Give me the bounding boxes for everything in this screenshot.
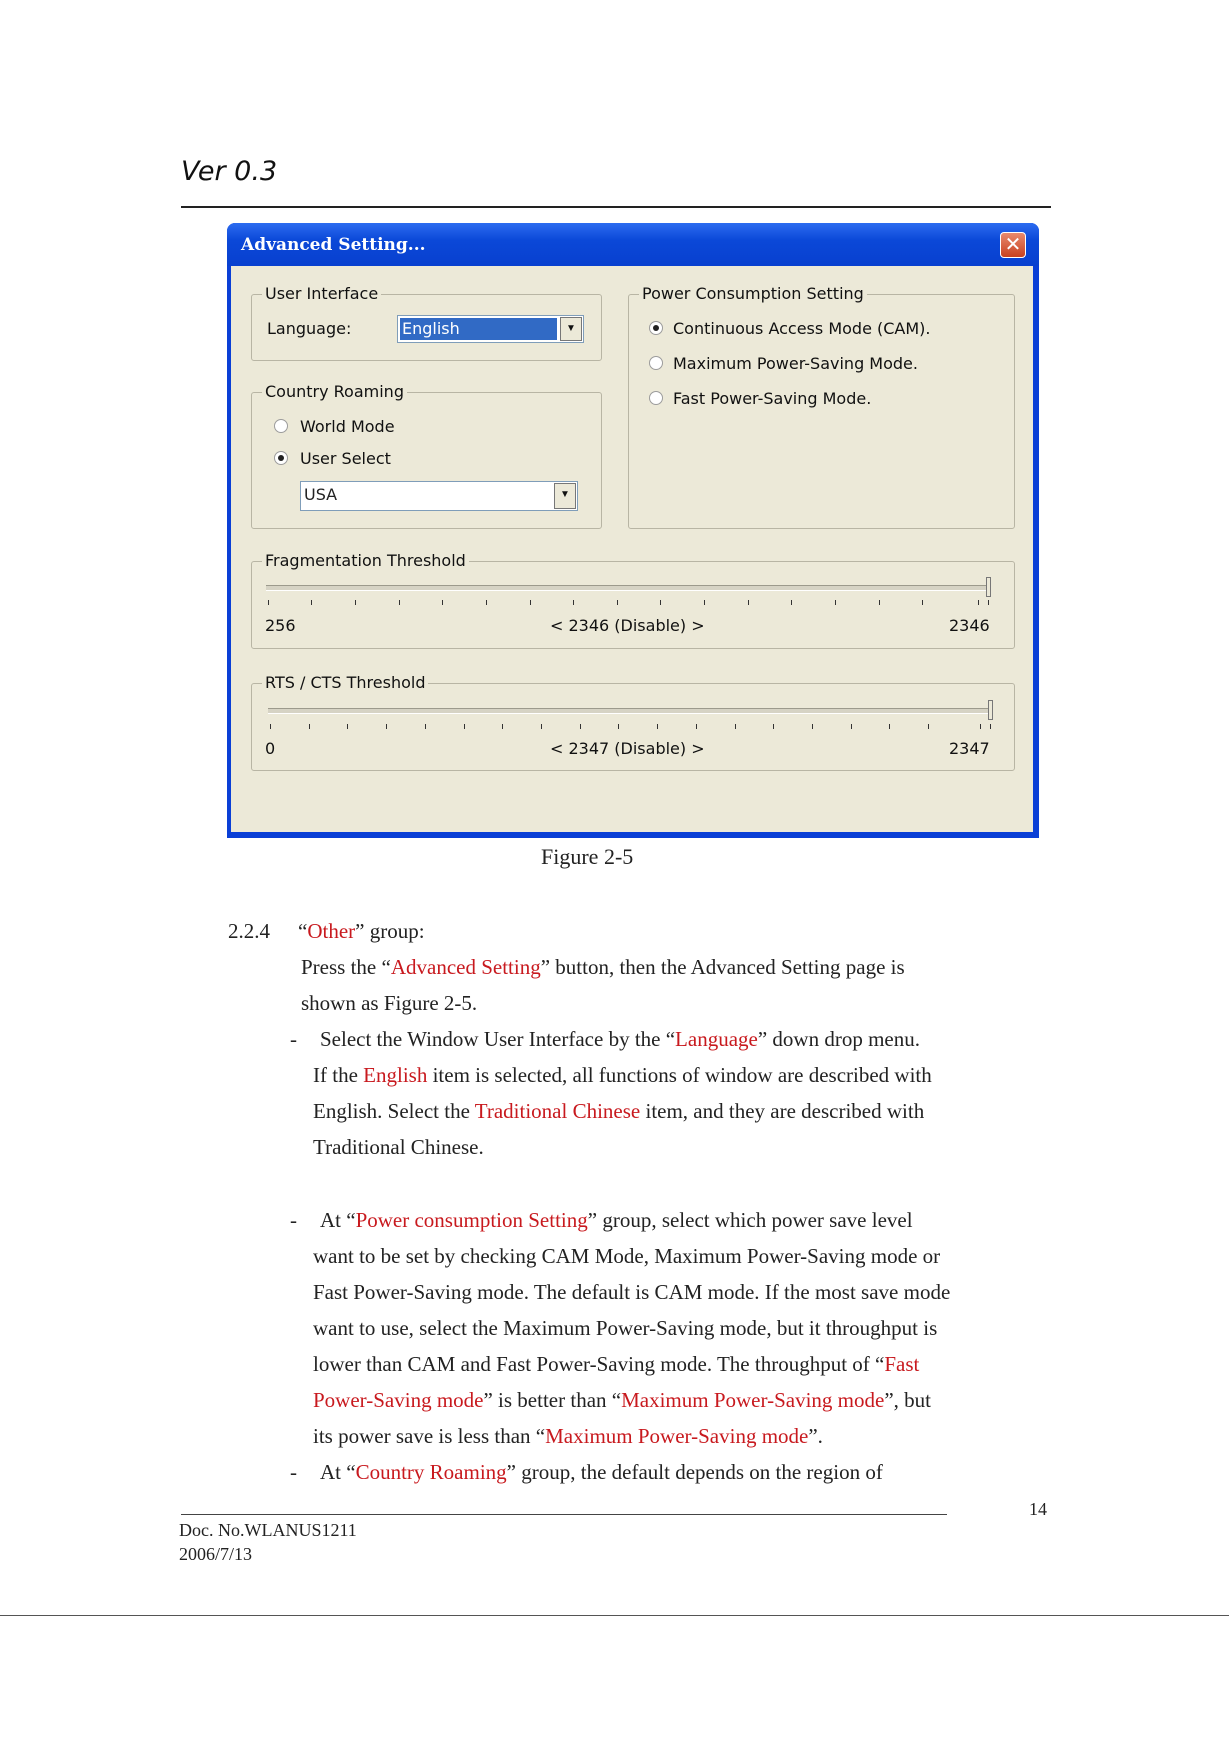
rts-min-label: 0 (265, 739, 276, 758)
rts-slider-thumb[interactable] (988, 700, 993, 720)
bullet-line: Traditional Chinese. (313, 1135, 484, 1159)
rts-slider-track[interactable] (268, 708, 992, 714)
document-date: 2006/7/13 (179, 1544, 253, 1564)
user-select-radio[interactable] (274, 451, 288, 465)
user-interface-legend: User Interface (262, 284, 381, 303)
world-mode-label: World Mode (300, 417, 395, 436)
country-selected-value: USA (304, 485, 338, 504)
bullet-line: At “Country Roaming” group, the default depends on the region of (320, 1460, 883, 1484)
fragmentation-slider-thumb[interactable] (986, 577, 991, 597)
close-button[interactable] (1000, 232, 1026, 258)
fragmentation-slider-track[interactable] (266, 585, 990, 591)
bullet-line: Fast Power-Saving mode. The default is CAM mode. If the most save mode (313, 1280, 951, 1304)
bullet-line: If the English item is selected, all functions of window are described with (313, 1063, 932, 1087)
fragmentation-max-label: 2346 (949, 616, 990, 635)
header-divider (181, 206, 1051, 208)
country-dropdown[interactable] (300, 481, 578, 511)
chevron-down-icon[interactable]: ▼ (560, 317, 582, 341)
world-mode-radio[interactable] (274, 419, 288, 433)
fragmentation-current-value: < 2346 (Disable) > (550, 616, 705, 635)
rts-cts-threshold-legend: RTS / CTS Threshold (262, 673, 428, 692)
bullet-line: Select the Window User Interface by the “Language” down drop menu. (320, 1027, 920, 1051)
dialog-titlebar[interactable] (227, 223, 1039, 266)
page-number: 14 (1029, 1499, 1047, 1519)
rts-max-label: 2347 (949, 739, 990, 758)
bullet-line: At “Power consumption Setting” group, select which power save level (320, 1208, 913, 1232)
max-power-saving-radio[interactable] (649, 356, 663, 370)
bullet-line: want to use, select the Maximum Power-Saving mode, but it throughput is (313, 1316, 938, 1340)
section-title-highlight: Other (307, 919, 356, 943)
cam-label: Continuous Access Mode (CAM). (673, 319, 931, 338)
document-number: Doc. No.WLANUS1211 (179, 1520, 357, 1540)
figure-caption: Figure 2-5 (541, 844, 634, 869)
user-select-label: User Select (300, 449, 391, 468)
cam-radio[interactable] (649, 321, 663, 335)
page-bottom-divider (0, 1615, 1229, 1616)
fast-power-saving-radio[interactable] (649, 391, 663, 405)
language-label: Language: (267, 319, 352, 338)
advanced-setting-dialog (227, 223, 1039, 838)
bullet-dash: - (290, 1027, 297, 1051)
fragmentation-threshold-group (251, 551, 1015, 649)
power-consumption-group (628, 284, 1015, 529)
dialog-title: Advanced Setting... (241, 235, 426, 255)
bullet-line: lower than CAM and Fast Power-Saving mode. The throughput of “Fast (313, 1352, 920, 1376)
paragraph-line: shown as Figure 2-5. (301, 991, 478, 1015)
user-interface-group (251, 284, 602, 361)
bullet-line: its power save is less than “Maximum Power-Saving mode”. (313, 1424, 823, 1448)
section-heading: 2.2.4 “Other” group: (228, 919, 425, 943)
fast-power-saving-label: Fast Power-Saving Mode. (673, 389, 872, 408)
fragmentation-min-label: 256 (265, 616, 296, 635)
bullet-dash: - (290, 1460, 297, 1484)
fragmentation-threshold-legend: Fragmentation Threshold (262, 551, 469, 570)
dialog-client-area (231, 266, 1033, 832)
rts-cts-threshold-group (251, 673, 1015, 771)
language-dropdown[interactable] (397, 315, 584, 343)
section-number: 2.2.4 (228, 919, 270, 943)
paragraph-line: Press the “Advanced Setting” button, then the Advanced Setting page is (301, 955, 905, 979)
footer-divider (181, 1514, 947, 1515)
country-roaming-legend: Country Roaming (262, 382, 407, 401)
version-header: Ver 0.3 (181, 156, 278, 187)
max-power-saving-label: Maximum Power-Saving Mode. (673, 354, 918, 373)
bullet-dash: - (290, 1208, 297, 1232)
rts-current-value: < 2347 (Disable) > (550, 739, 705, 758)
bullet-line: want to be set by checking CAM Mode, Maximum Power-Saving mode or (313, 1244, 941, 1268)
close-icon: ✕ (1004, 232, 1022, 256)
language-selected-value: English (400, 318, 557, 340)
country-roaming-group (251, 382, 602, 529)
bullet-line: Power-Saving mode” is better than “Maximum Power-Saving mode”, but (313, 1388, 931, 1412)
bullet-line: English. Select the Traditional Chinese item, and they are described with (313, 1099, 925, 1123)
power-consumption-legend: Power Consumption Setting (639, 284, 867, 303)
chevron-down-icon[interactable]: ▼ (554, 483, 576, 509)
